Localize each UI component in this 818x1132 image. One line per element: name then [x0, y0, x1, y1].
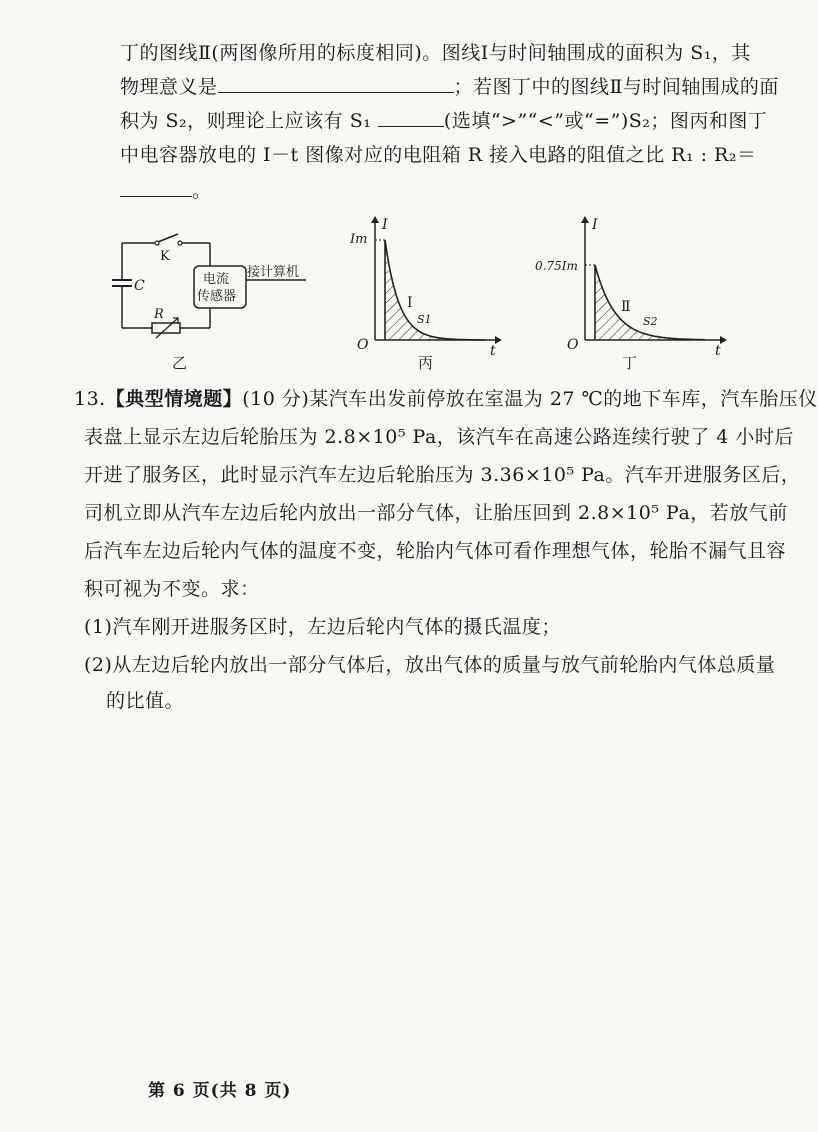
q12-line-3-text-b: (选填“>”“<”或“=”)S₂；图丙和图丁: [443, 110, 768, 132]
q13-line-1-text: 某汽车出发前停放在室温为 27 ℃的地下车库，汽车胎压仪: [309, 388, 818, 410]
origin-label: O: [567, 337, 579, 353]
area-label-S1: S1: [417, 313, 432, 326]
q13-line-3: 开进了服务区，此时显示汽车左边后轮胎压为 3.36×10⁵ Pa。汽车开进服务区后，: [84, 464, 801, 486]
area-label-S2: S2: [643, 315, 658, 328]
I-axis-arrow: [581, 216, 589, 223]
sensor-label-2: 传感器: [197, 289, 237, 304]
I-axis-label: I: [592, 217, 598, 233]
q13-number: 13.: [74, 388, 106, 410]
caption-yi: 乙: [172, 354, 188, 372]
t-axis-label: t: [715, 343, 721, 359]
q13-subquestion-2: (2)从左边后轮内放出一部分气体后，放出气体的质量与放气前轮胎内气体总质量: [84, 654, 776, 676]
switch-lever: [158, 234, 178, 242]
graph-bing: [345, 215, 505, 359]
q12-line-3-text-a: 积为 S₂，则理论上应该有 S₁: [120, 110, 372, 132]
curve-label-I: Ⅰ: [407, 295, 413, 311]
switch-label: K: [160, 249, 170, 264]
computer-label: 接计算机: [247, 265, 300, 280]
q13-subquestion-1: (1)汽车刚开进服务区时，左边后轮内气体的摄氏温度；: [84, 616, 561, 638]
peak-label: 0.75Im: [535, 259, 578, 273]
q12-line-5: [120, 178, 212, 204]
q12-line-5-period: 。: [192, 180, 212, 202]
caption-ding: 丁: [622, 354, 638, 372]
t-axis-label: t: [490, 343, 496, 359]
curve-label-II: Ⅱ: [621, 299, 631, 315]
q13-line-2: 表盘上显示左边后轮胎压为 2.8×10⁵ Pa，该汽车在高速公路连续行驶了 4 小时后: [84, 426, 794, 448]
q13-tag: 【典型情境题】: [105, 388, 243, 410]
page-footer: 第 6 页(共 8 页): [148, 1081, 292, 1101]
answer-blank-physical-meaning[interactable]: [218, 74, 454, 93]
q12-line-3: [120, 108, 767, 134]
q13-line-5: 后汽车左边后轮内气体的温度不变，轮胎内气体可看作理想气体，轮胎不漏气且容: [84, 540, 787, 562]
answer-blank-ratio[interactable]: [120, 178, 192, 197]
q13-score: (10 分): [242, 388, 310, 410]
I-axis-label: I: [382, 217, 388, 233]
q12-line-2-text-a: 物理意义是: [120, 76, 218, 98]
graph-ding: [535, 215, 735, 359]
q13-line-1: [74, 386, 818, 412]
q13-line-6: 积可视为不变。求：: [84, 578, 260, 600]
t-axis-arrow: [495, 336, 502, 344]
caption-bing: 丙: [418, 354, 434, 372]
q13-line-4: 司机立即从汽车左边后轮内放出一部分气体，让胎压回到 2.8×10⁵ Pa，若放气前: [84, 502, 788, 524]
q12-line-4: 中电容器放电的 I－t 图像对应的电阻箱 R 接入电路的阻值之比 R₁ : R₂＝: [120, 144, 757, 166]
q12-line-2: [120, 74, 779, 100]
q12-line-1: 丁的图线Ⅱ(两图像所用的标度相同)。图线Ⅰ与时间轴围成的面积为 S₁，其: [120, 42, 751, 64]
area-S1-hatch: [385, 240, 485, 340]
resistor-label: R: [154, 307, 164, 322]
answer-blank-compare[interactable]: [378, 108, 444, 127]
sensor-label-1: 电流: [203, 272, 230, 287]
I-axis-arrow: [371, 216, 379, 223]
origin-label: O: [357, 337, 369, 353]
resistor-box: [152, 323, 180, 333]
q12-line-2-text-b: ；若图丁中的图线Ⅱ与时间轴围成的面: [453, 76, 779, 98]
q13-subquestion-2-cont: 的比值。: [106, 690, 185, 712]
circuit-diagram: [110, 228, 320, 343]
area-S2-hatch: [595, 265, 705, 340]
peak-label: Im: [350, 232, 368, 247]
capacitor-label: C: [134, 278, 145, 294]
t-axis-arrow: [720, 336, 727, 344]
